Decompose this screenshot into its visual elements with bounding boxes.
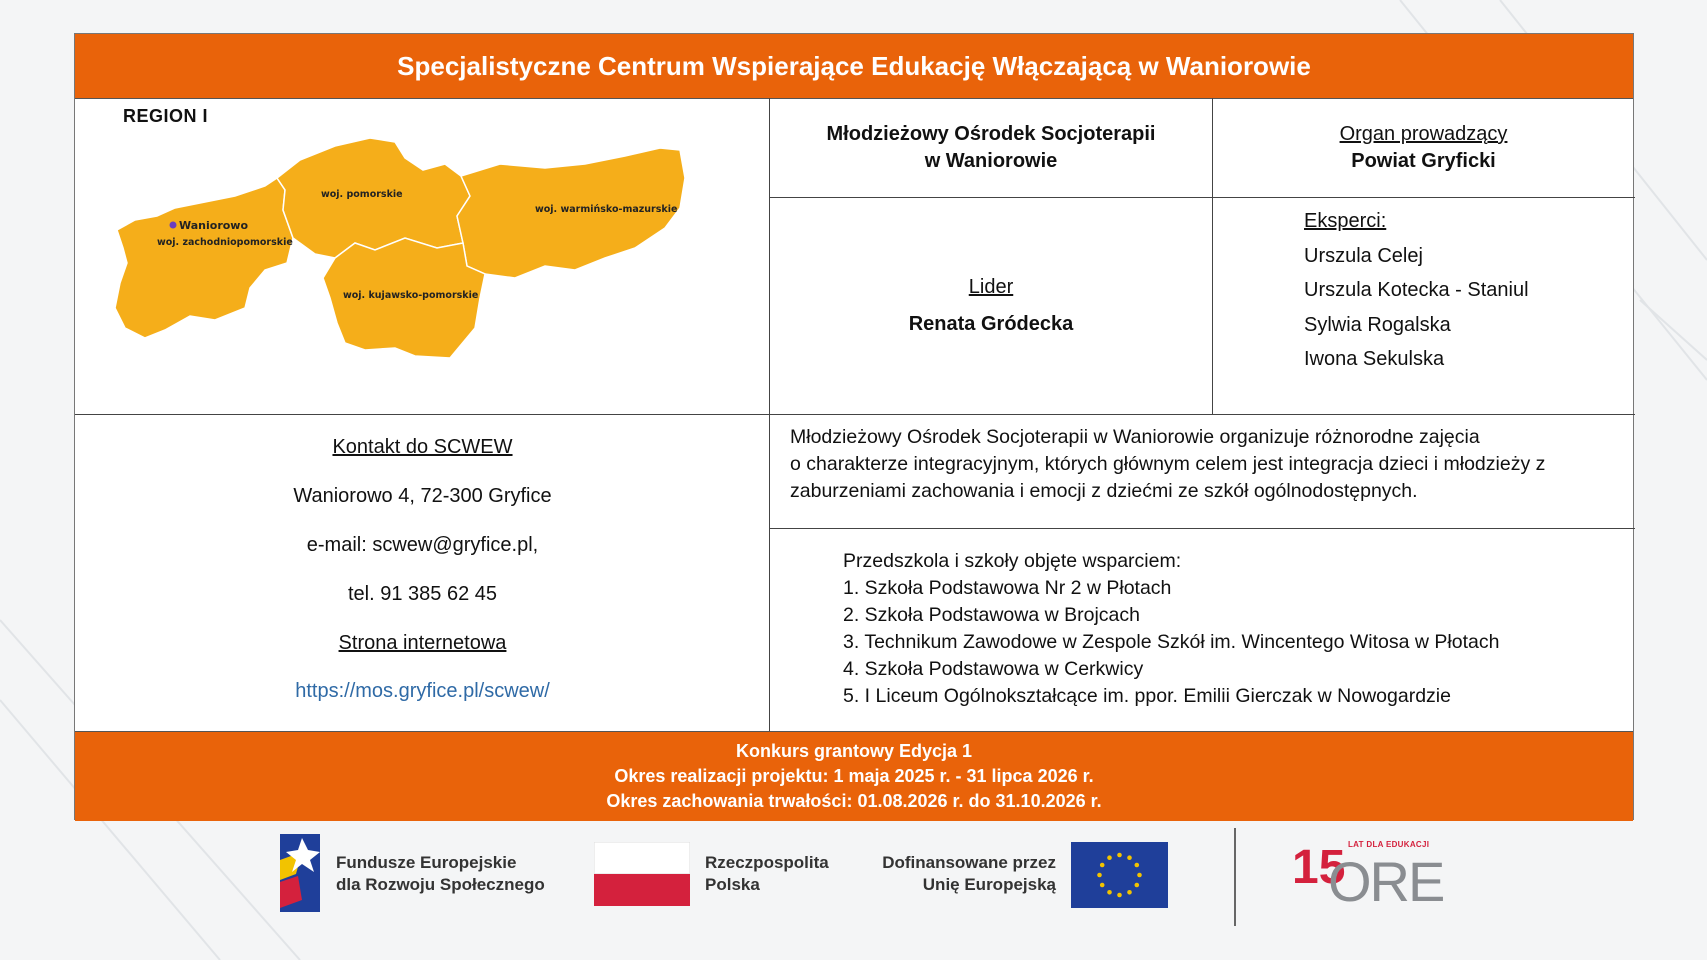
expert-name: Sylwia Rogalska xyxy=(1304,313,1451,336)
map-label-waniorowo: Waniorowo xyxy=(179,219,249,232)
institution-line-1: Młodzieżowy Ośrodek Socjoterapii xyxy=(826,123,1156,145)
description-line: o charakterze integracyjnym, których głównym celem jest integracja dzieci i młodzieży z xyxy=(790,453,1546,475)
ore-number: 15 xyxy=(1292,841,1346,894)
school-item: 2. Szkoła Podstawowa w Brojcach xyxy=(843,604,1140,626)
map-label-zachodniopomorskie: woj. zachodniopomorskie xyxy=(157,237,293,248)
institution-line-2: w Waniorowie xyxy=(924,150,1058,172)
map-label-kujawsko: woj. kujawsko-pomorskie xyxy=(343,290,479,301)
organ-name: Powiat Gryficki xyxy=(1351,150,1496,172)
divider-horizontal-3 xyxy=(769,528,1635,529)
ore-tagline: LAT DLA EDUKACJI xyxy=(1348,840,1430,849)
experts-section xyxy=(1304,204,1624,377)
rp-logo-text xyxy=(705,852,829,896)
rp-line-2: Polska xyxy=(705,875,760,894)
region-map xyxy=(105,98,765,414)
map-label-pomorskie: woj. pomorskie xyxy=(321,189,403,200)
map-label-warminsko: woj. warmińsko-mazurskie xyxy=(535,204,678,215)
description-line: Młodzieżowy Ośrodek Socjoterapii w Waniorowie organizuje różnorodne zajęcia xyxy=(790,426,1480,448)
fe-logo-text xyxy=(336,852,545,896)
fe-line-2: dla Rozwoju Społecznego xyxy=(336,875,545,894)
schools-heading: Przedszkola i szkoły objęte wsparciem: xyxy=(843,550,1182,572)
organ-label: Organ prowadzący xyxy=(1339,123,1508,145)
schools-list xyxy=(843,548,1633,710)
eu-line-2: Unię Europejską xyxy=(922,875,1056,894)
expert-name: Urszula Celej xyxy=(1304,244,1423,267)
experts-label: Eksperci: xyxy=(1304,210,1387,232)
description xyxy=(790,414,1630,505)
leader-section xyxy=(770,198,1212,414)
leader-label: Lider xyxy=(968,276,1014,298)
logo-separator xyxy=(1234,828,1236,926)
school-item: 4. Szkoła Podstawowa w Cerkwicy xyxy=(843,658,1144,680)
ore-text: ORE xyxy=(1328,850,1444,913)
logos-row xyxy=(0,820,1707,960)
grant-edition: Konkurs grantowy Edycja 1 xyxy=(735,741,973,761)
eu-line-1: Dofinansowane przez xyxy=(882,853,1056,872)
school-item: 3. Technikum Zawodowe w Zespole Szkół im. Wincentego Witosa w Płotach xyxy=(843,631,1500,653)
waniorowo-marker xyxy=(170,222,177,229)
contact-phone: tel. 91 385 62 45 xyxy=(347,583,497,605)
region-label: REGION I xyxy=(123,106,209,126)
contact-label: Kontakt do SCWEW xyxy=(332,436,513,458)
contact-section xyxy=(75,414,770,738)
organ-prowadzacy xyxy=(1212,98,1635,198)
description-line: zaburzeniami zachowania i emocji z dziećmi ze szkół ogólnodostępnych. xyxy=(790,480,1418,502)
durability-period: Okres zachowania trwałości: 01.08.2026 r. do 31.10.2026 r. xyxy=(606,791,1102,811)
ore-logo xyxy=(1292,840,1444,920)
expert-name: Iwona Sekulska xyxy=(1304,348,1445,370)
page-title: Specjalistyczne Centrum Wspierające Edukację Włączającą w Waniorowie xyxy=(75,34,1633,99)
fe-line-1: Fundusze Europejskie xyxy=(336,853,517,872)
expert-name: Urszula Kotecka - Staniul xyxy=(1304,279,1529,301)
eu-logo-text xyxy=(860,852,1056,896)
website-link[interactable]: https://mos.gryfice.pl/scwew/ xyxy=(295,680,550,702)
school-item: 5. I Liceum Ogólnokształcące im. ppor. Emilii Gierczak w Nowogardzie xyxy=(843,685,1451,707)
contact-email[interactable]: e-mail: scwew@gryfice.pl, xyxy=(306,534,539,556)
leader-name: Renata Gródecka xyxy=(908,313,1074,335)
institution-name xyxy=(770,98,1212,198)
school-item: 1. Szkoła Podstawowa Nr 2 w Płotach xyxy=(843,577,1172,599)
eu-flag-icon xyxy=(1071,842,1168,908)
rp-line-1: Rzeczpospolita xyxy=(705,853,829,872)
map-region-zachodniopomorskie xyxy=(115,178,293,338)
contact-address: Waniorowo 4, 72-300 Gryfice xyxy=(293,485,552,507)
realization-period: Okres realizacji projektu: 1 maja 2025 r. - 31 lipca 2026 r. xyxy=(614,766,1094,786)
project-period-bar xyxy=(75,731,1633,821)
poland-flag-icon xyxy=(594,842,690,906)
website-label: Strona internetowa xyxy=(338,632,507,654)
info-card xyxy=(74,33,1634,820)
fe-logo-icon xyxy=(278,830,324,916)
